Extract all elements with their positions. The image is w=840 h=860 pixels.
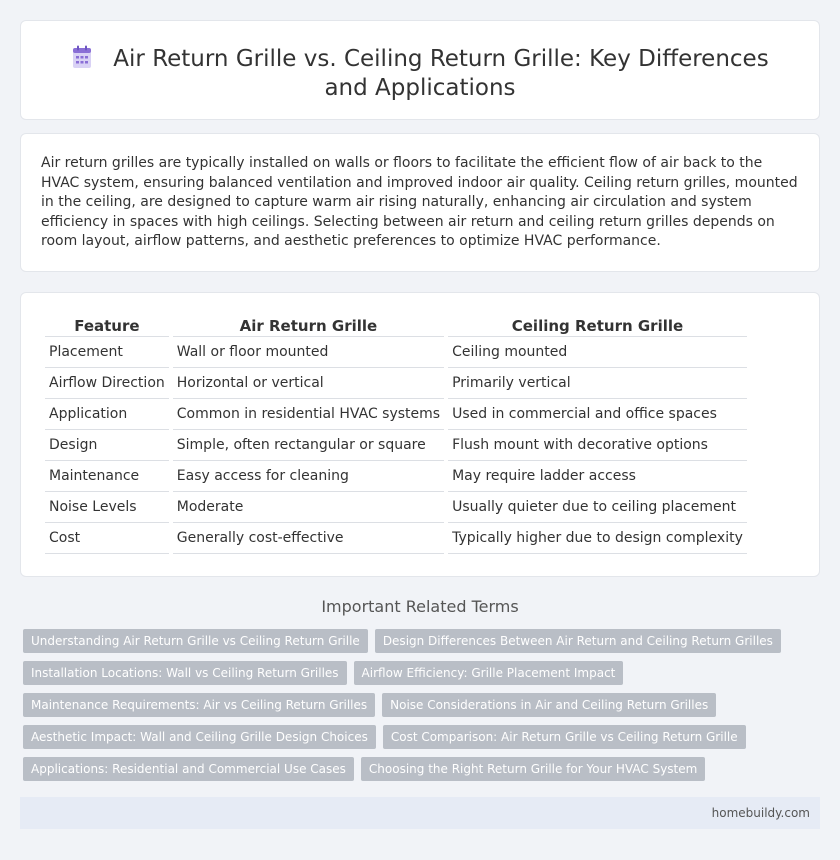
intro-card [20, 133, 820, 272]
table-header-ceiling-return: Ceiling Return Grille [448, 315, 747, 337]
related-term-link[interactable]: Choosing the Right Return Grille for Your HVAC System [361, 757, 705, 781]
table-cell: Easy access for cleaning [173, 461, 444, 492]
related-term-link[interactable]: Aesthetic Impact: Wall and Ceiling Grille Design Choices [23, 725, 376, 749]
tag-row [23, 757, 823, 781]
table-row [45, 430, 747, 461]
table-cell: Simple, often rectangular or square [173, 430, 444, 461]
document-icon [71, 45, 93, 69]
intro-text: Air return grilles are typically installed on walls or floors to facilitate the efficient flow of air back to the HVAC system, ensuring balanced ventilation and improved indoor air quality. Ceiling return grilles, mounted in the ceiling, are designed to capture warm air rising naturally, enhancing air circulation and system efficiency in spaces with high ceilings. Selecting between air return and ceiling return grilles depends on room layout, airflow patterns, and aesthetic preferences to optimize HVAC performance. [41, 155, 798, 249]
table-cell: Moderate [173, 492, 444, 523]
footer [20, 797, 820, 829]
table-cell: Cost [45, 523, 169, 554]
table-row [45, 523, 747, 554]
related-term-link[interactable]: Maintenance Requirements: Air vs Ceiling Return Grilles [23, 693, 375, 717]
comparison-table [41, 315, 751, 554]
related-term-link[interactable]: Noise Considerations in Air and Ceiling Return Grilles [382, 693, 716, 717]
table-row [45, 399, 747, 430]
table-cell: May require ladder access [448, 461, 747, 492]
header-card [20, 20, 820, 120]
related-term-link[interactable]: Understanding Air Return Grille vs Ceiling Return Grille [23, 629, 368, 653]
footer-site-name: homebuildy.com [711, 806, 810, 820]
tag-row [23, 661, 823, 685]
table-cell: Horizontal or vertical [173, 368, 444, 399]
table-cell: Placement [45, 337, 169, 368]
table-header-air-return: Air Return Grille [173, 315, 444, 337]
table-cell: Primarily vertical [448, 368, 747, 399]
table-row [45, 461, 747, 492]
table-cell: Typically higher due to design complexity [448, 523, 747, 554]
table-header-feature: Feature [45, 315, 169, 337]
comparison-table-card [20, 292, 820, 577]
table-cell: Noise Levels [45, 492, 169, 523]
related-term-link[interactable]: Design Differences Between Air Return and Ceiling Return Grilles [375, 629, 781, 653]
table-cell: Design [45, 430, 169, 461]
table-cell: Application [45, 399, 169, 430]
related-term-link[interactable]: Cost Comparison: Air Return Grille vs Ceiling Return Grille [383, 725, 746, 749]
table-cell: Usually quieter due to ceiling placement [448, 492, 747, 523]
tag-row [23, 693, 823, 717]
table-cell: Used in commercial and office spaces [448, 399, 747, 430]
tag-row [23, 725, 823, 749]
table-row [45, 492, 747, 523]
related-terms-list [23, 629, 823, 789]
table-header-row [45, 315, 747, 337]
table-cell: Wall or floor mounted [173, 337, 444, 368]
related-term-link[interactable]: Applications: Residential and Commercial Use Cases [23, 757, 354, 781]
tag-row [23, 629, 823, 653]
table-cell: Maintenance [45, 461, 169, 492]
related-terms-title: Important Related Terms [321, 597, 519, 616]
table-cell: Ceiling mounted [448, 337, 747, 368]
related-term-link[interactable]: Airflow Efficiency: Grille Placement Impact [354, 661, 624, 685]
table-row [45, 337, 747, 368]
table-row [45, 368, 747, 399]
related-term-link[interactable]: Installation Locations: Wall vs Ceiling Return Grilles [23, 661, 347, 685]
table-cell: Common in residential HVAC systems [173, 399, 444, 430]
table-cell: Airflow Direction [45, 368, 169, 399]
table-cell: Flush mount with decorative options [448, 430, 747, 461]
table-cell: Generally cost-effective [173, 523, 444, 554]
page-title: Air Return Grille vs. Ceiling Return Grille: Key Differences and Applications [113, 46, 769, 101]
